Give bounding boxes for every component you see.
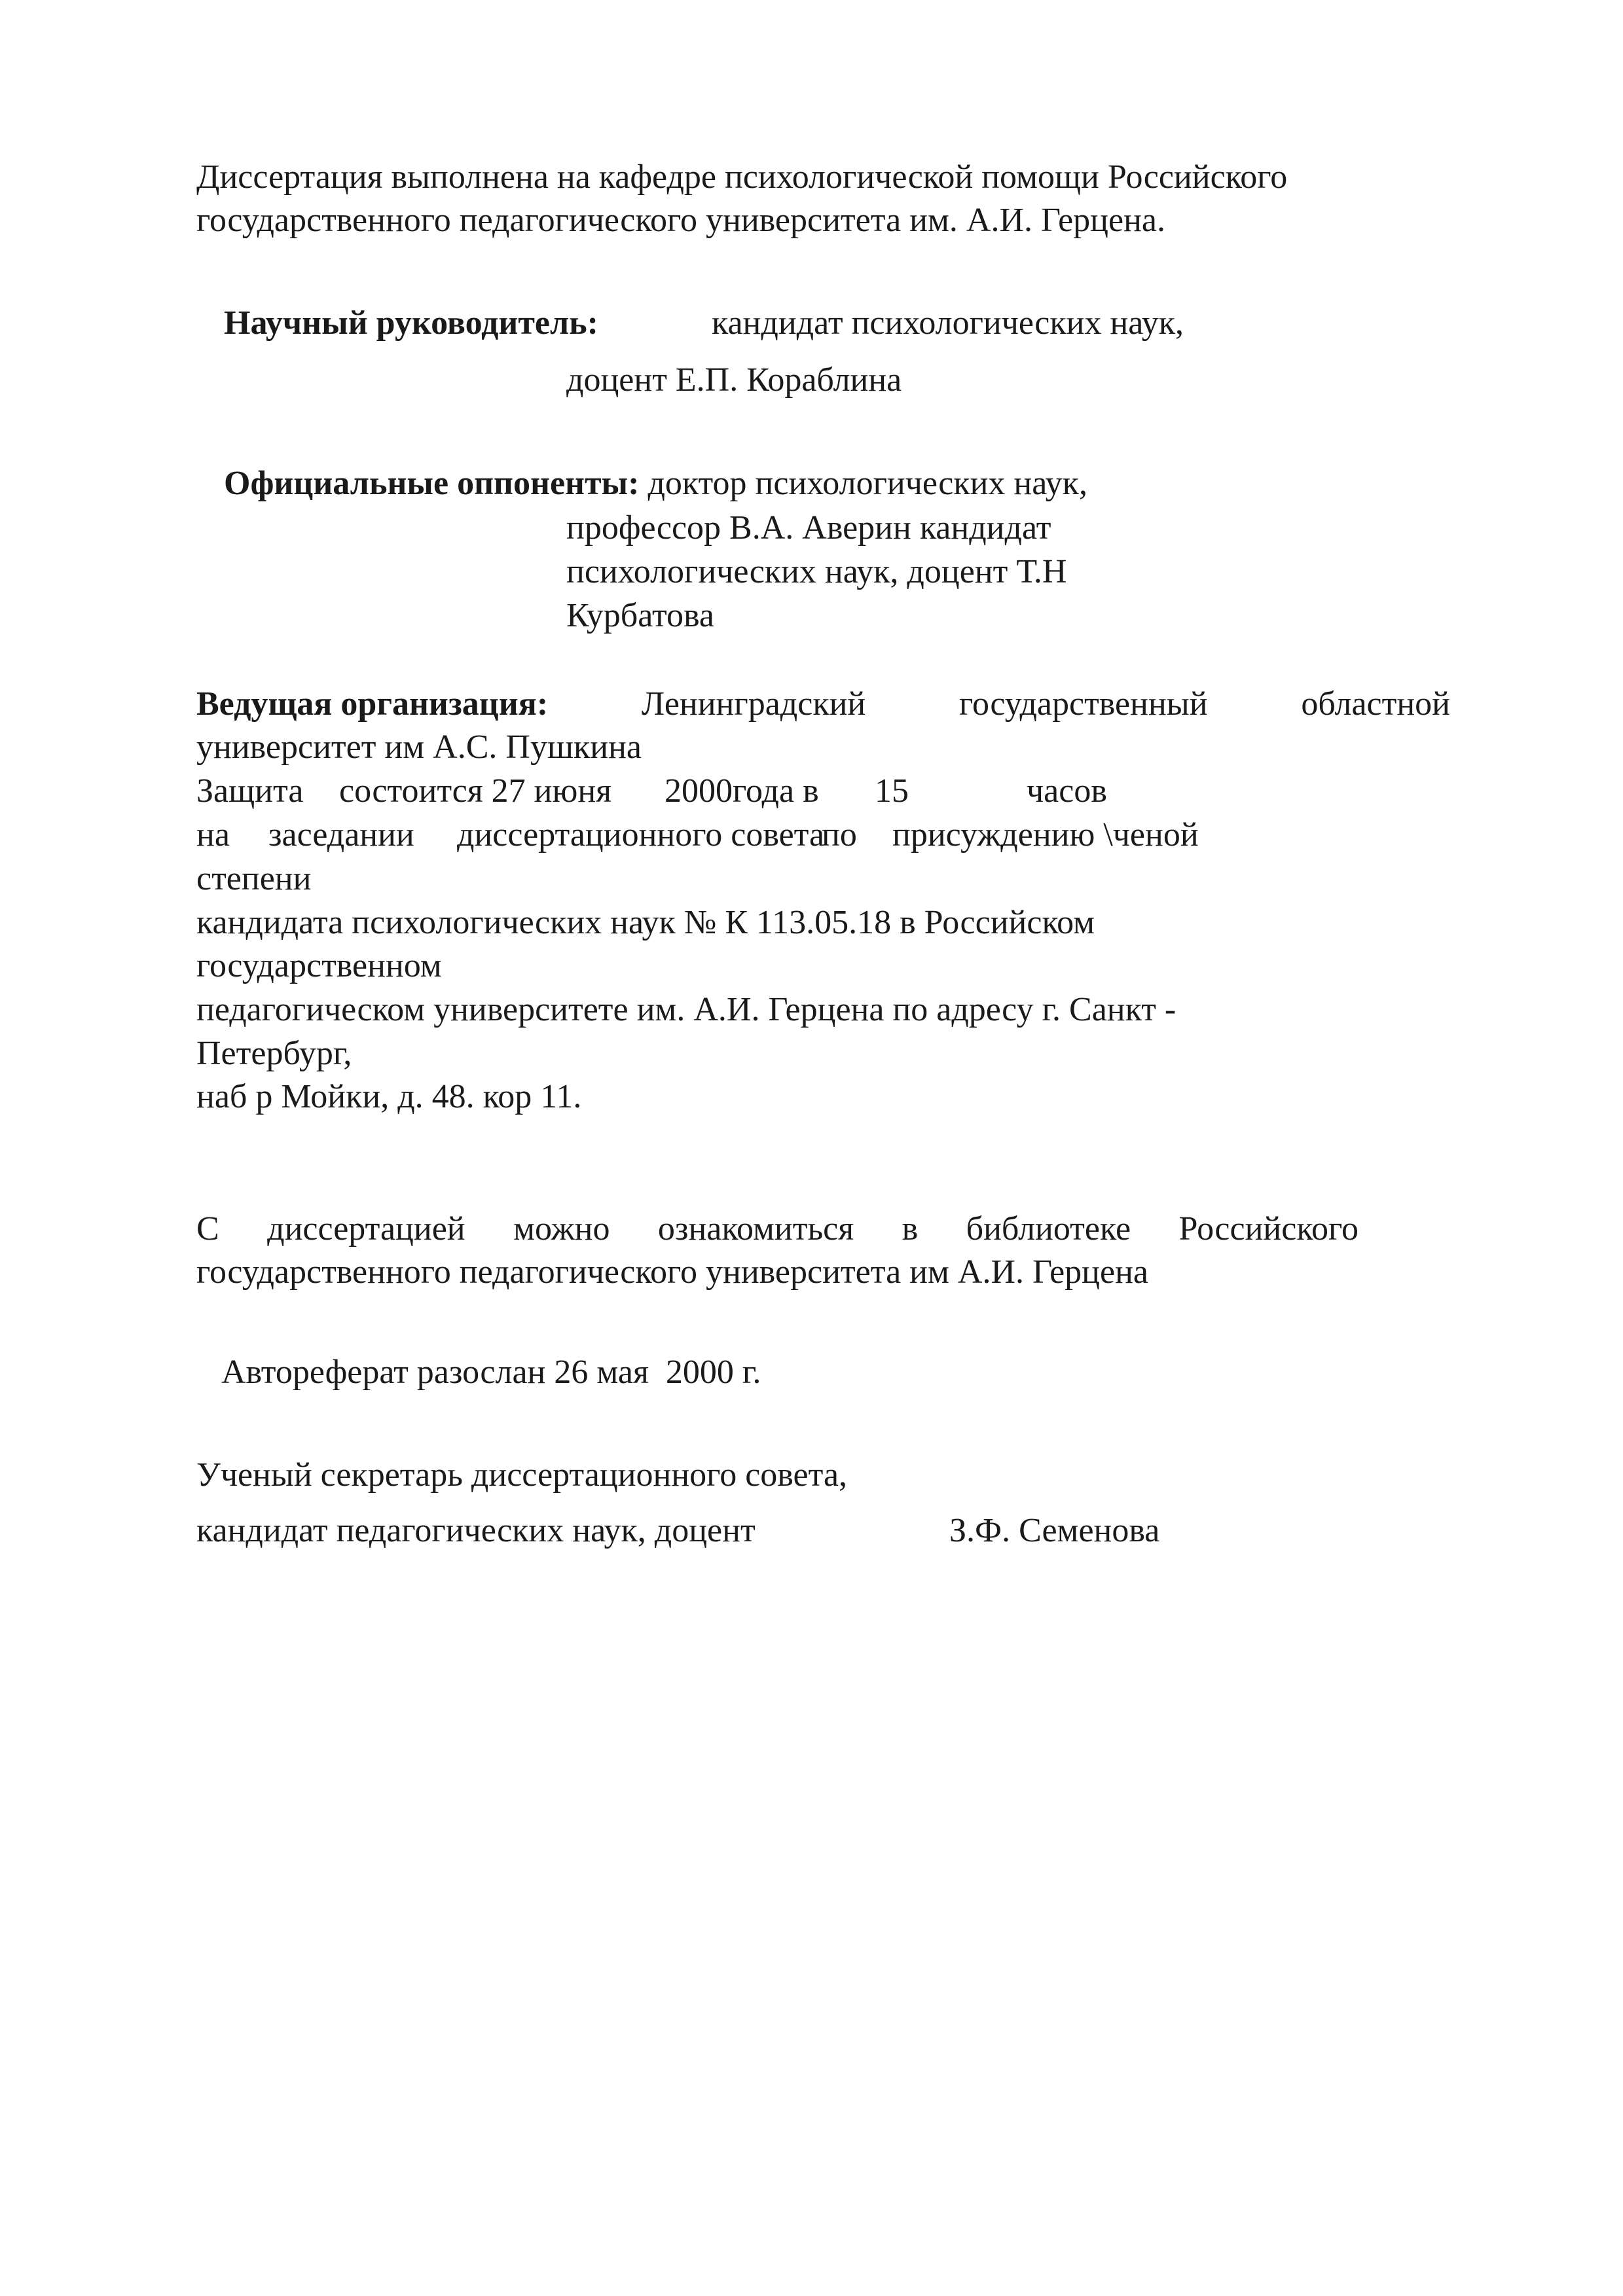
defense-word: заседании [268, 816, 414, 853]
secretary-line-1: Ученый секретарь диссертационного совета, [196, 1456, 848, 1494]
defense-line-4: кандидата психологических наук № К 113.05.18 в Российском [196, 904, 1095, 941]
library-word: можно [513, 1210, 610, 1247]
defense-word: состоится 27 июня [339, 772, 612, 810]
defense-line-7: Петербург, [196, 1035, 352, 1072]
opponents-label: Официальные оппоненты: [224, 465, 640, 502]
defense-word: диссертационного совета [457, 816, 825, 853]
library-word: Российского [1178, 1210, 1359, 1247]
abstract-sent-date: Автореферат разослан 26 мая 2000 г. [221, 1354, 761, 1391]
defense-word: Защита [196, 772, 304, 810]
defense-line-3: степени [196, 860, 312, 897]
defense-word: часов [1027, 772, 1107, 810]
secretary-line-2: кандидат педагогических наук, доцент [196, 1512, 756, 1549]
opponents-line-4: Курбатова [566, 597, 714, 634]
opponents-line-3: психологических наук, доцент Т.Н [566, 553, 1067, 590]
defense-word: на [196, 816, 230, 853]
lead-org-word: Ленинградский [641, 685, 866, 723]
secretary-name: З.Ф. Семенова [949, 1512, 1160, 1549]
opponents-line-1 [224, 467, 1087, 501]
lead-org-line-2: университет им А.С. Пушкина [196, 728, 642, 766]
library-word: ознакомиться [657, 1210, 854, 1247]
defense-line-8: наб р Мойки, д. 48. кор 11. [196, 1078, 582, 1115]
supervisor-label: Научный руководитель: [224, 304, 598, 342]
library-line-1 [196, 1212, 1359, 1246]
opponents-line-2: профессор В.А. Аверин кандидат [566, 509, 1051, 547]
library-line-2: государственного педагогического университета им А.И. Герцена [196, 1253, 1148, 1291]
lead-org-label: Ведущая организация: [196, 685, 549, 723]
intro-line-1: Диссертация выполнена на кафедре психологической помощи Российского [196, 158, 1288, 196]
lead-org-word: областной [1301, 685, 1450, 723]
library-word: в [902, 1210, 919, 1247]
library-word: С [196, 1210, 219, 1247]
library-word: библиотеке [966, 1210, 1131, 1247]
defense-word: 2000года в [665, 772, 819, 810]
defense-hour: 15 [875, 772, 909, 810]
defense-word: присуждению \ченой [892, 816, 1199, 853]
library-word: диссертацией [267, 1210, 465, 1247]
defense-word: по [822, 816, 857, 853]
supervisor-line-2: доцент Е.П. Кораблина [566, 361, 902, 399]
opponents-first: доктор психологических наук, [647, 465, 1087, 502]
intro-line-2: государственного педагогического университета им. А.И. Герцена. [196, 202, 1165, 239]
defense-line-5: государственном [196, 947, 442, 984]
defense-line-6: педагогическом университете им. А.И. Герцена по адресу г. Санкт - [196, 991, 1176, 1028]
lead-org-word: государственный [959, 685, 1208, 723]
supervisor-line-1: кандидат психологических наук, [712, 304, 1184, 342]
lead-org-line-1 [196, 687, 1450, 721]
